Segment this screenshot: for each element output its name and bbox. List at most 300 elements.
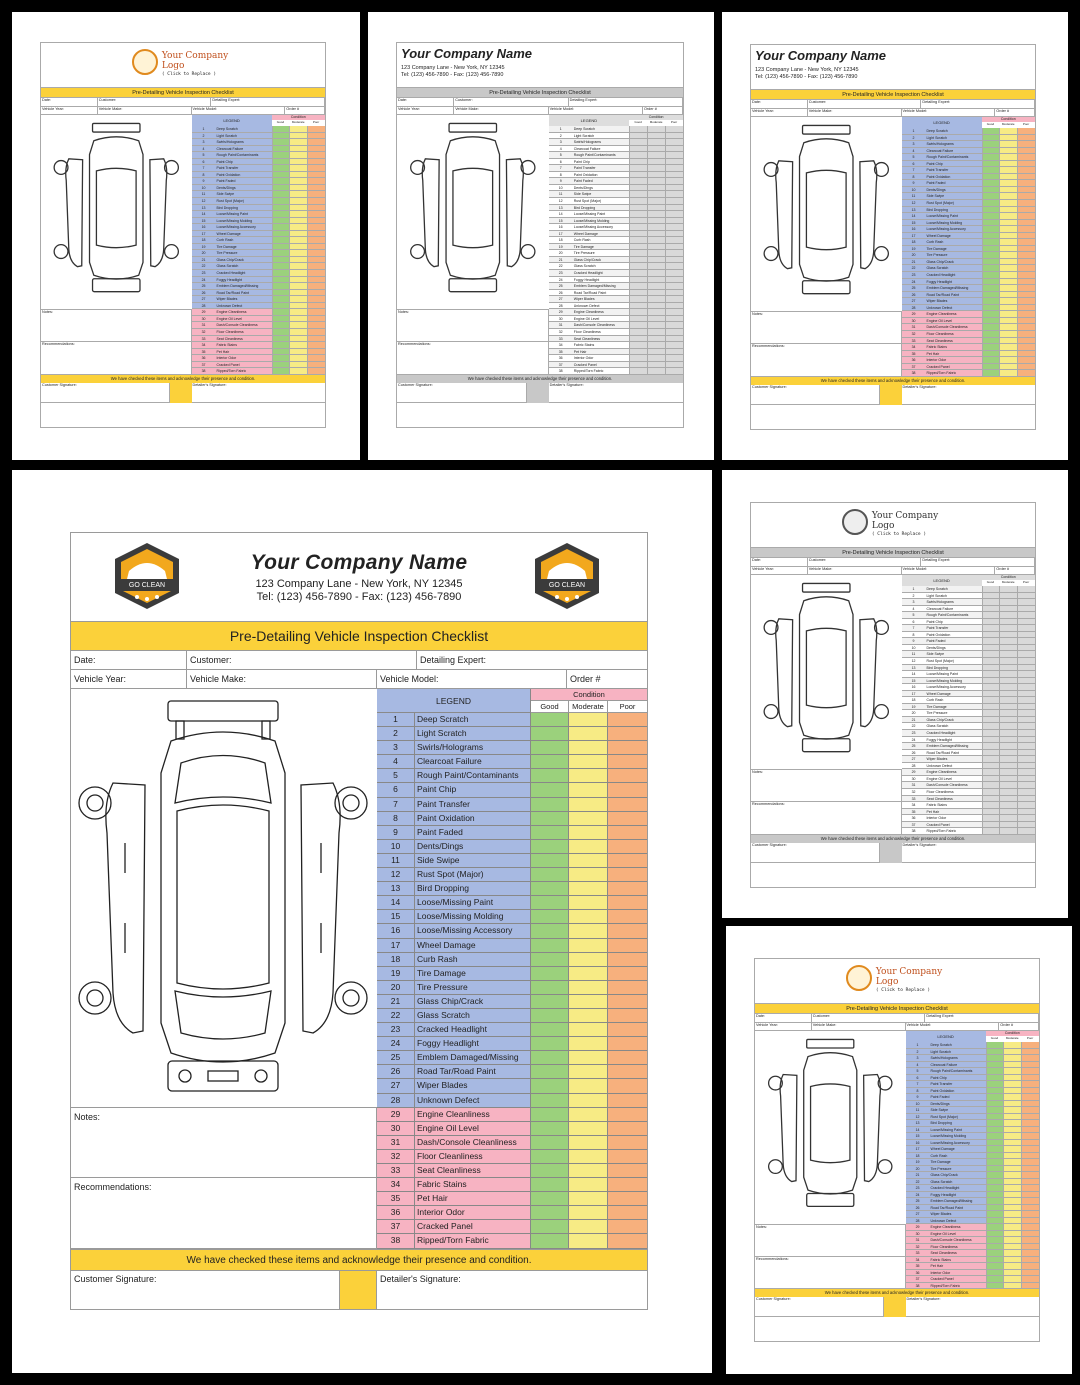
condition-moderate-cell[interactable] bbox=[289, 283, 307, 289]
condition-poor-cell[interactable] bbox=[1017, 828, 1035, 834]
condition-poor-cell[interactable] bbox=[665, 349, 683, 355]
condition-poor-cell[interactable] bbox=[1017, 651, 1035, 657]
condition-good-cell[interactable] bbox=[629, 224, 647, 230]
condition-moderate-cell[interactable] bbox=[569, 713, 608, 726]
condition-good-cell[interactable] bbox=[986, 1205, 1004, 1211]
condition-good-cell[interactable] bbox=[629, 290, 647, 296]
condition-poor-cell[interactable] bbox=[1017, 593, 1035, 599]
condition-poor-cell[interactable] bbox=[1017, 717, 1035, 723]
condition-moderate-cell[interactable] bbox=[999, 318, 1017, 324]
condition-good-cell[interactable] bbox=[531, 1079, 569, 1092]
condition-poor-cell[interactable] bbox=[1017, 246, 1035, 252]
condition-good-cell[interactable] bbox=[629, 198, 647, 204]
condition-poor-cell[interactable] bbox=[1021, 1088, 1039, 1094]
condition-good-cell[interactable] bbox=[982, 678, 1000, 684]
condition-good-cell[interactable] bbox=[986, 1081, 1004, 1087]
condition-moderate-cell[interactable] bbox=[289, 342, 307, 348]
condition-moderate-cell[interactable] bbox=[999, 135, 1017, 141]
condition-good-cell[interactable] bbox=[629, 172, 647, 178]
condition-good-cell[interactable] bbox=[982, 822, 1000, 828]
condition-good-cell[interactable] bbox=[982, 763, 1000, 769]
condition-poor-cell[interactable] bbox=[665, 139, 683, 145]
condition-moderate-cell[interactable] bbox=[999, 305, 1017, 311]
condition-moderate-cell[interactable] bbox=[289, 349, 307, 355]
condition-poor-cell[interactable] bbox=[307, 237, 325, 243]
condition-good-cell[interactable] bbox=[272, 355, 290, 361]
condition-moderate-cell[interactable] bbox=[999, 154, 1017, 160]
condition-poor-cell[interactable] bbox=[665, 159, 683, 165]
condition-good-cell[interactable] bbox=[982, 638, 1000, 644]
condition-moderate-cell[interactable] bbox=[289, 139, 307, 145]
condition-moderate-cell[interactable] bbox=[1003, 1172, 1021, 1178]
condition-moderate-cell[interactable] bbox=[569, 1150, 608, 1163]
condition-good-cell[interactable] bbox=[531, 798, 569, 811]
condition-good-cell[interactable] bbox=[982, 338, 1000, 344]
condition-moderate-cell[interactable] bbox=[647, 250, 665, 256]
condition-good-cell[interactable] bbox=[531, 713, 569, 726]
condition-moderate-cell[interactable] bbox=[999, 684, 1017, 690]
condition-moderate-cell[interactable] bbox=[999, 599, 1017, 605]
condition-good-cell[interactable] bbox=[531, 882, 569, 895]
condition-good-cell[interactable] bbox=[629, 316, 647, 322]
condition-moderate-cell[interactable] bbox=[569, 1023, 608, 1036]
condition-good-cell[interactable] bbox=[531, 812, 569, 825]
condition-moderate-cell[interactable] bbox=[1003, 1120, 1021, 1126]
condition-moderate-cell[interactable] bbox=[647, 309, 665, 315]
condition-moderate-cell[interactable] bbox=[1003, 1042, 1021, 1048]
condition-poor-cell[interactable] bbox=[1021, 1049, 1039, 1055]
condition-poor-cell[interactable] bbox=[1021, 1283, 1039, 1289]
condition-poor-cell[interactable] bbox=[307, 263, 325, 269]
condition-good-cell[interactable] bbox=[982, 691, 1000, 697]
condition-moderate-cell[interactable] bbox=[569, 1136, 608, 1149]
condition-poor-cell[interactable] bbox=[307, 231, 325, 237]
condition-moderate-cell[interactable] bbox=[569, 882, 608, 895]
condition-poor-cell[interactable] bbox=[1021, 1094, 1039, 1100]
condition-moderate-cell[interactable] bbox=[999, 213, 1017, 219]
condition-good-cell[interactable] bbox=[986, 1068, 1004, 1074]
condition-moderate-cell[interactable] bbox=[647, 126, 665, 132]
condition-moderate-cell[interactable] bbox=[647, 349, 665, 355]
detailing-expert-field[interactable]: Detailing Expert: bbox=[417, 651, 647, 670]
condition-poor-cell[interactable] bbox=[1021, 1101, 1039, 1107]
condition-poor-cell[interactable] bbox=[665, 296, 683, 302]
condition-moderate-cell[interactable] bbox=[569, 1220, 608, 1233]
condition-good-cell[interactable] bbox=[629, 349, 647, 355]
condition-moderate-cell[interactable] bbox=[647, 283, 665, 289]
condition-moderate-cell[interactable] bbox=[289, 126, 307, 132]
condition-good-cell[interactable] bbox=[982, 704, 1000, 710]
condition-poor-cell[interactable] bbox=[1017, 638, 1035, 644]
condition-poor-cell[interactable] bbox=[1021, 1068, 1039, 1074]
condition-poor-cell[interactable] bbox=[665, 237, 683, 243]
condition-poor-cell[interactable] bbox=[665, 316, 683, 322]
condition-poor-cell[interactable] bbox=[608, 1178, 647, 1191]
condition-poor-cell[interactable] bbox=[1017, 272, 1035, 278]
condition-good-cell[interactable] bbox=[982, 665, 1000, 671]
condition-moderate-cell[interactable] bbox=[569, 1178, 608, 1191]
condition-moderate-cell[interactable] bbox=[999, 815, 1017, 821]
condition-poor-cell[interactable] bbox=[665, 250, 683, 256]
condition-poor-cell[interactable] bbox=[307, 250, 325, 256]
thumbnail-sheet-3[interactable] bbox=[750, 44, 1036, 430]
condition-good-cell[interactable] bbox=[531, 967, 569, 980]
condition-moderate-cell[interactable] bbox=[999, 802, 1017, 808]
condition-moderate-cell[interactable] bbox=[1003, 1231, 1021, 1237]
condition-moderate-cell[interactable] bbox=[999, 671, 1017, 677]
condition-poor-cell[interactable] bbox=[665, 362, 683, 368]
condition-poor-cell[interactable] bbox=[1017, 285, 1035, 291]
condition-good-cell[interactable] bbox=[982, 717, 1000, 723]
condition-poor-cell[interactable] bbox=[1017, 292, 1035, 298]
condition-good-cell[interactable] bbox=[531, 1122, 569, 1135]
condition-moderate-cell[interactable] bbox=[289, 159, 307, 165]
condition-good-cell[interactable] bbox=[629, 277, 647, 283]
condition-poor-cell[interactable] bbox=[665, 172, 683, 178]
condition-poor-cell[interactable] bbox=[1021, 1153, 1039, 1159]
condition-moderate-cell[interactable] bbox=[289, 224, 307, 230]
condition-poor-cell[interactable] bbox=[1017, 344, 1035, 350]
condition-poor-cell[interactable] bbox=[608, 713, 647, 726]
condition-poor-cell[interactable] bbox=[1017, 128, 1035, 134]
condition-moderate-cell[interactable] bbox=[289, 237, 307, 243]
condition-poor-cell[interactable] bbox=[1017, 351, 1035, 357]
condition-moderate-cell[interactable] bbox=[647, 185, 665, 191]
condition-good-cell[interactable] bbox=[982, 193, 1000, 199]
condition-good-cell[interactable] bbox=[982, 645, 1000, 651]
condition-good-cell[interactable] bbox=[531, 896, 569, 909]
condition-poor-cell[interactable] bbox=[608, 1220, 647, 1233]
condition-poor-cell[interactable] bbox=[1017, 789, 1035, 795]
condition-moderate-cell[interactable] bbox=[569, 1164, 608, 1177]
condition-good-cell[interactable] bbox=[986, 1211, 1004, 1217]
condition-poor-cell[interactable] bbox=[608, 939, 647, 952]
condition-good-cell[interactable] bbox=[629, 329, 647, 335]
condition-poor-cell[interactable] bbox=[307, 139, 325, 145]
condition-poor-cell[interactable] bbox=[665, 133, 683, 139]
condition-moderate-cell[interactable] bbox=[999, 796, 1017, 802]
condition-poor-cell[interactable] bbox=[1017, 756, 1035, 762]
condition-moderate-cell[interactable] bbox=[1003, 1276, 1021, 1282]
condition-good-cell[interactable] bbox=[531, 1234, 569, 1247]
condition-good-cell[interactable] bbox=[272, 146, 290, 152]
condition-good-cell[interactable] bbox=[272, 342, 290, 348]
condition-good-cell[interactable] bbox=[629, 146, 647, 152]
condition-moderate-cell[interactable] bbox=[647, 277, 665, 283]
condition-poor-cell[interactable] bbox=[1021, 1146, 1039, 1152]
condition-poor-cell[interactable] bbox=[1017, 619, 1035, 625]
condition-poor-cell[interactable] bbox=[1021, 1179, 1039, 1185]
condition-good-cell[interactable] bbox=[986, 1270, 1004, 1276]
condition-poor-cell[interactable] bbox=[1021, 1270, 1039, 1276]
condition-poor-cell[interactable] bbox=[307, 146, 325, 152]
condition-moderate-cell[interactable] bbox=[647, 362, 665, 368]
condition-poor-cell[interactable] bbox=[1017, 220, 1035, 226]
condition-good-cell[interactable] bbox=[986, 1179, 1004, 1185]
condition-good-cell[interactable] bbox=[982, 710, 1000, 716]
condition-poor-cell[interactable] bbox=[608, 896, 647, 909]
condition-good-cell[interactable] bbox=[982, 180, 1000, 186]
condition-moderate-cell[interactable] bbox=[1003, 1257, 1021, 1263]
condition-moderate-cell[interactable] bbox=[1003, 1146, 1021, 1152]
condition-moderate-cell[interactable] bbox=[569, 1065, 608, 1078]
condition-poor-cell[interactable] bbox=[665, 368, 683, 374]
condition-good-cell[interactable] bbox=[982, 730, 1000, 736]
condition-good-cell[interactable] bbox=[982, 684, 1000, 690]
condition-poor-cell[interactable] bbox=[1017, 625, 1035, 631]
condition-moderate-cell[interactable] bbox=[569, 924, 608, 937]
condition-moderate-cell[interactable] bbox=[999, 606, 1017, 612]
condition-good-cell[interactable] bbox=[986, 1263, 1004, 1269]
condition-poor-cell[interactable] bbox=[608, 910, 647, 923]
condition-poor-cell[interactable] bbox=[1017, 331, 1035, 337]
date-field[interactable]: Date: bbox=[71, 651, 187, 670]
condition-moderate-cell[interactable] bbox=[999, 756, 1017, 762]
condition-good-cell[interactable] bbox=[629, 139, 647, 145]
condition-good-cell[interactable] bbox=[982, 279, 1000, 285]
condition-good-cell[interactable] bbox=[272, 191, 290, 197]
condition-poor-cell[interactable] bbox=[665, 322, 683, 328]
condition-moderate-cell[interactable] bbox=[999, 651, 1017, 657]
condition-moderate-cell[interactable] bbox=[999, 704, 1017, 710]
condition-good-cell[interactable] bbox=[531, 1023, 569, 1036]
condition-poor-cell[interactable] bbox=[1017, 822, 1035, 828]
condition-moderate-cell[interactable] bbox=[569, 1206, 608, 1219]
condition-moderate-cell[interactable] bbox=[999, 763, 1017, 769]
condition-good-cell[interactable] bbox=[629, 126, 647, 132]
condition-poor-cell[interactable] bbox=[608, 1023, 647, 1036]
vehicle-make-field[interactable]: Vehicle Make: bbox=[187, 670, 377, 689]
condition-moderate-cell[interactable] bbox=[647, 133, 665, 139]
condition-poor-cell[interactable] bbox=[608, 1108, 647, 1121]
condition-moderate-cell[interactable] bbox=[569, 1009, 608, 1022]
condition-poor-cell[interactable] bbox=[307, 329, 325, 335]
condition-poor-cell[interactable] bbox=[1017, 743, 1035, 749]
condition-moderate-cell[interactable] bbox=[289, 336, 307, 342]
condition-moderate-cell[interactable] bbox=[647, 205, 665, 211]
condition-good-cell[interactable] bbox=[272, 303, 290, 309]
condition-poor-cell[interactable] bbox=[1017, 632, 1035, 638]
condition-poor-cell[interactable] bbox=[1017, 279, 1035, 285]
condition-good-cell[interactable] bbox=[272, 152, 290, 158]
condition-moderate-cell[interactable] bbox=[647, 342, 665, 348]
condition-poor-cell[interactable] bbox=[1017, 174, 1035, 180]
condition-moderate-cell[interactable] bbox=[1003, 1075, 1021, 1081]
condition-poor-cell[interactable] bbox=[608, 1094, 647, 1107]
condition-poor-cell[interactable] bbox=[665, 277, 683, 283]
condition-moderate-cell[interactable] bbox=[1003, 1218, 1021, 1224]
condition-poor-cell[interactable] bbox=[608, 1037, 647, 1050]
condition-poor-cell[interactable] bbox=[1017, 723, 1035, 729]
condition-good-cell[interactable] bbox=[272, 126, 290, 132]
condition-poor-cell[interactable] bbox=[1021, 1042, 1039, 1048]
condition-poor-cell[interactable] bbox=[1021, 1062, 1039, 1068]
condition-moderate-cell[interactable] bbox=[1003, 1159, 1021, 1165]
condition-good-cell[interactable] bbox=[982, 606, 1000, 612]
condition-good-cell[interactable] bbox=[272, 368, 290, 374]
condition-poor-cell[interactable] bbox=[1017, 763, 1035, 769]
condition-poor-cell[interactable] bbox=[1017, 259, 1035, 265]
condition-poor-cell[interactable] bbox=[665, 224, 683, 230]
condition-moderate-cell[interactable] bbox=[999, 167, 1017, 173]
condition-good-cell[interactable] bbox=[272, 172, 290, 178]
condition-moderate-cell[interactable] bbox=[569, 1122, 608, 1135]
condition-moderate-cell[interactable] bbox=[647, 165, 665, 171]
condition-poor-cell[interactable] bbox=[608, 924, 647, 937]
condition-moderate-cell[interactable] bbox=[569, 783, 608, 796]
condition-poor-cell[interactable] bbox=[1017, 599, 1035, 605]
condition-good-cell[interactable] bbox=[982, 305, 1000, 311]
condition-poor-cell[interactable] bbox=[665, 185, 683, 191]
condition-poor-cell[interactable] bbox=[307, 342, 325, 348]
condition-good-cell[interactable] bbox=[531, 840, 569, 853]
condition-poor-cell[interactable] bbox=[1021, 1257, 1039, 1263]
condition-good-cell[interactable] bbox=[982, 671, 1000, 677]
company-logo-icon[interactable] bbox=[132, 49, 158, 75]
vehicle-diagram[interactable] bbox=[73, 693, 373, 1103]
condition-good-cell[interactable] bbox=[982, 651, 1000, 657]
condition-moderate-cell[interactable] bbox=[569, 1037, 608, 1050]
condition-good-cell[interactable] bbox=[629, 303, 647, 309]
condition-poor-cell[interactable] bbox=[1021, 1172, 1039, 1178]
condition-moderate-cell[interactable] bbox=[289, 205, 307, 211]
condition-good-cell[interactable] bbox=[629, 263, 647, 269]
condition-poor-cell[interactable] bbox=[665, 178, 683, 184]
condition-poor-cell[interactable] bbox=[665, 198, 683, 204]
condition-moderate-cell[interactable] bbox=[999, 678, 1017, 684]
condition-moderate-cell[interactable] bbox=[999, 370, 1017, 376]
condition-moderate-cell[interactable] bbox=[999, 161, 1017, 167]
condition-moderate-cell[interactable] bbox=[289, 309, 307, 315]
condition-poor-cell[interactable] bbox=[1021, 1276, 1039, 1282]
condition-moderate-cell[interactable] bbox=[647, 290, 665, 296]
condition-good-cell[interactable] bbox=[629, 191, 647, 197]
condition-moderate-cell[interactable] bbox=[999, 226, 1017, 232]
condition-good-cell[interactable] bbox=[531, 755, 569, 768]
condition-moderate-cell[interactable] bbox=[647, 336, 665, 342]
condition-good-cell[interactable] bbox=[982, 331, 1000, 337]
condition-poor-cell[interactable] bbox=[1017, 207, 1035, 213]
condition-poor-cell[interactable] bbox=[1017, 148, 1035, 154]
condition-poor-cell[interactable] bbox=[307, 336, 325, 342]
condition-poor-cell[interactable] bbox=[1021, 1192, 1039, 1198]
condition-good-cell[interactable] bbox=[629, 257, 647, 263]
condition-good-cell[interactable] bbox=[986, 1049, 1004, 1055]
condition-moderate-cell[interactable] bbox=[647, 329, 665, 335]
condition-good-cell[interactable] bbox=[982, 344, 1000, 350]
condition-poor-cell[interactable] bbox=[1017, 684, 1035, 690]
condition-moderate-cell[interactable] bbox=[569, 995, 608, 1008]
condition-moderate-cell[interactable] bbox=[569, 953, 608, 966]
condition-poor-cell[interactable] bbox=[1021, 1114, 1039, 1120]
condition-poor-cell[interactable] bbox=[307, 205, 325, 211]
condition-moderate-cell[interactable] bbox=[1003, 1094, 1021, 1100]
condition-good-cell[interactable] bbox=[531, 1178, 569, 1191]
condition-good-cell[interactable] bbox=[629, 296, 647, 302]
condition-poor-cell[interactable] bbox=[307, 355, 325, 361]
condition-moderate-cell[interactable] bbox=[999, 730, 1017, 736]
condition-moderate-cell[interactable] bbox=[1003, 1153, 1021, 1159]
condition-moderate-cell[interactable] bbox=[999, 750, 1017, 756]
condition-good-cell[interactable] bbox=[272, 283, 290, 289]
condition-moderate-cell[interactable] bbox=[999, 239, 1017, 245]
condition-moderate-cell[interactable] bbox=[999, 180, 1017, 186]
condition-poor-cell[interactable] bbox=[307, 126, 325, 132]
condition-poor-cell[interactable] bbox=[608, 1079, 647, 1092]
condition-good-cell[interactable] bbox=[986, 1153, 1004, 1159]
condition-poor-cell[interactable] bbox=[1017, 311, 1035, 317]
condition-moderate-cell[interactable] bbox=[999, 822, 1017, 828]
condition-moderate-cell[interactable] bbox=[289, 165, 307, 171]
condition-poor-cell[interactable] bbox=[1017, 730, 1035, 736]
condition-poor-cell[interactable] bbox=[1017, 213, 1035, 219]
condition-good-cell[interactable] bbox=[982, 292, 1000, 298]
condition-good-cell[interactable] bbox=[272, 165, 290, 171]
condition-moderate-cell[interactable] bbox=[569, 741, 608, 754]
condition-poor-cell[interactable] bbox=[307, 159, 325, 165]
condition-good-cell[interactable] bbox=[272, 322, 290, 328]
condition-good-cell[interactable] bbox=[272, 224, 290, 230]
condition-moderate-cell[interactable] bbox=[999, 625, 1017, 631]
condition-good-cell[interactable] bbox=[986, 1237, 1004, 1243]
condition-good-cell[interactable] bbox=[982, 311, 1000, 317]
condition-good-cell[interactable] bbox=[986, 1146, 1004, 1152]
condition-poor-cell[interactable] bbox=[608, 981, 647, 994]
condition-poor-cell[interactable] bbox=[1017, 769, 1035, 775]
thumbnail-sheet-5[interactable] bbox=[754, 958, 1040, 1342]
condition-good-cell[interactable] bbox=[986, 1107, 1004, 1113]
condition-moderate-cell[interactable] bbox=[1003, 1244, 1021, 1250]
condition-moderate-cell[interactable] bbox=[999, 246, 1017, 252]
condition-moderate-cell[interactable] bbox=[569, 1234, 608, 1247]
condition-moderate-cell[interactable] bbox=[999, 357, 1017, 363]
condition-good-cell[interactable] bbox=[982, 828, 1000, 834]
condition-moderate-cell[interactable] bbox=[289, 244, 307, 250]
condition-moderate-cell[interactable] bbox=[1003, 1224, 1021, 1230]
condition-moderate-cell[interactable] bbox=[999, 324, 1017, 330]
condition-good-cell[interactable] bbox=[982, 364, 1000, 370]
condition-poor-cell[interactable] bbox=[1017, 180, 1035, 186]
condition-moderate-cell[interactable] bbox=[999, 148, 1017, 154]
condition-moderate-cell[interactable] bbox=[647, 198, 665, 204]
condition-moderate-cell[interactable] bbox=[647, 303, 665, 309]
condition-good-cell[interactable] bbox=[986, 1101, 1004, 1107]
condition-good-cell[interactable] bbox=[531, 783, 569, 796]
condition-poor-cell[interactable] bbox=[307, 133, 325, 139]
condition-poor-cell[interactable] bbox=[1017, 796, 1035, 802]
condition-moderate-cell[interactable] bbox=[999, 331, 1017, 337]
condition-poor-cell[interactable] bbox=[1017, 233, 1035, 239]
condition-good-cell[interactable] bbox=[982, 187, 1000, 193]
condition-good-cell[interactable] bbox=[986, 1198, 1004, 1204]
condition-poor-cell[interactable] bbox=[665, 283, 683, 289]
condition-good-cell[interactable] bbox=[982, 802, 1000, 808]
condition-poor-cell[interactable] bbox=[307, 283, 325, 289]
notes-field[interactable]: Notes: bbox=[71, 1107, 377, 1178]
condition-poor-cell[interactable] bbox=[1017, 658, 1035, 664]
condition-moderate-cell[interactable] bbox=[1003, 1088, 1021, 1094]
condition-moderate-cell[interactable] bbox=[999, 128, 1017, 134]
condition-good-cell[interactable] bbox=[982, 658, 1000, 664]
condition-moderate-cell[interactable] bbox=[569, 868, 608, 881]
condition-poor-cell[interactable] bbox=[1021, 1081, 1039, 1087]
condition-poor-cell[interactable] bbox=[307, 290, 325, 296]
condition-poor-cell[interactable] bbox=[307, 368, 325, 374]
condition-moderate-cell[interactable] bbox=[289, 368, 307, 374]
condition-good-cell[interactable] bbox=[629, 152, 647, 158]
condition-moderate-cell[interactable] bbox=[999, 344, 1017, 350]
condition-poor-cell[interactable] bbox=[1017, 252, 1035, 258]
